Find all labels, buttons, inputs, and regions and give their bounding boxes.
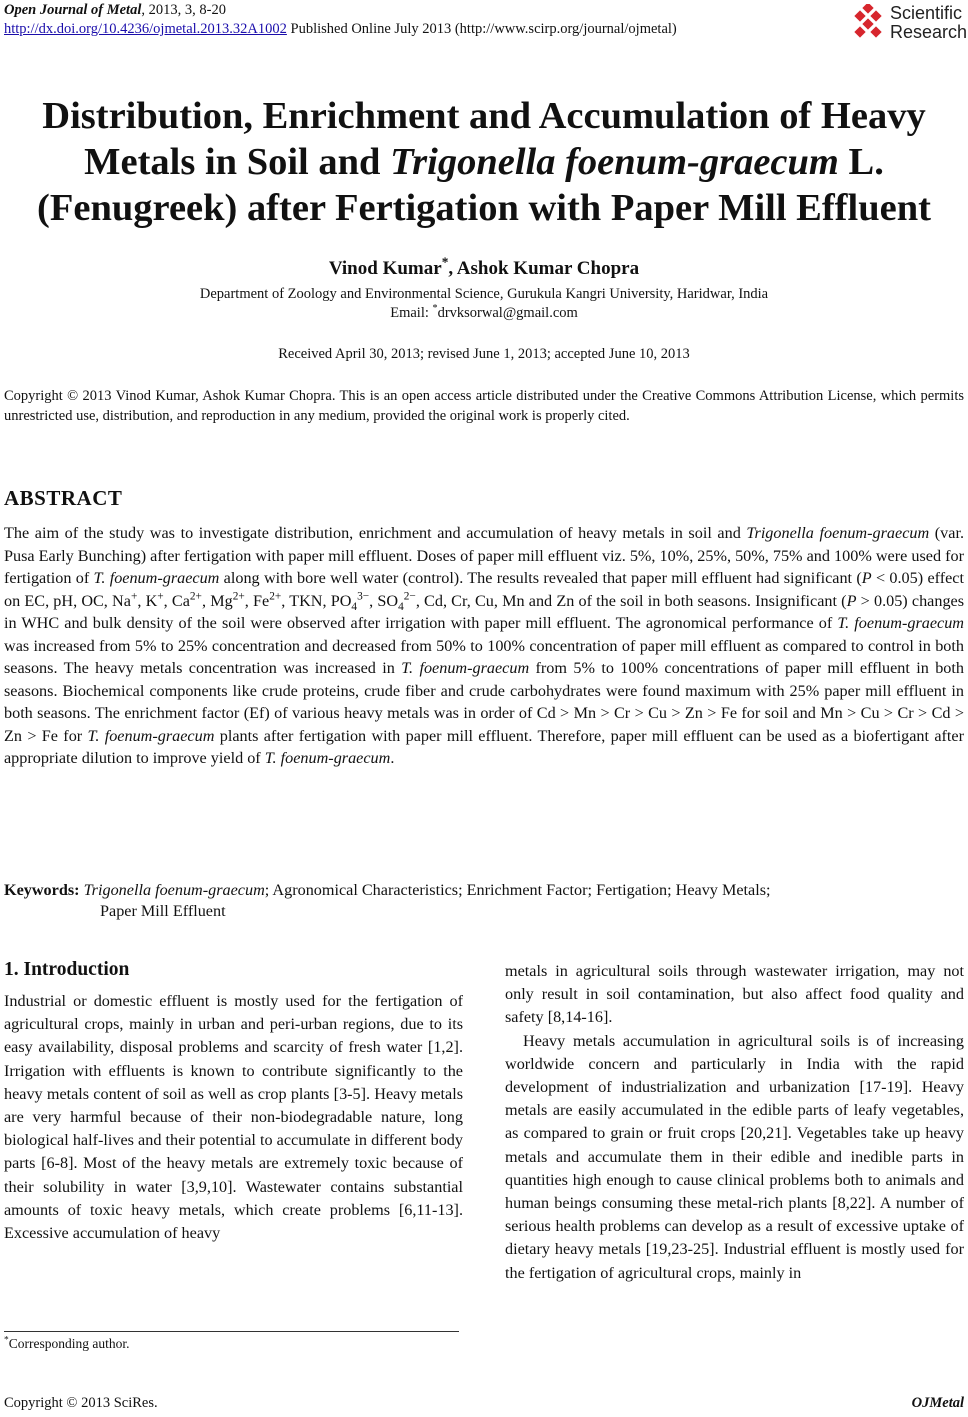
intro-paragraph-1-cont: metals in agricultural soils through wastewater irrigation, may not only result in soil contamination, but also affect food quality and safety [8,14-16]. [505,962,964,1027]
published-note: Published Online July 2013 (http://www.scirp.org/journal/ojmetal) [286,21,677,37]
logo-text-research: Research [890,22,968,42]
footnote-divider [4,1331,459,1332]
journal-name: Open Journal of Metal [4,2,142,18]
title-line-3: (Fenugreek) after Fertigation with Paper Mill Effluent [37,187,931,229]
logo-text-scientific: Scientific [890,3,963,23]
intro-paragraph-1: Industrial or domestic effluent is mostly used for the fertigation of agricultural crops, mainly in urban and peri-urban regions, due to its easy availability, disposal problems and scarcity of fresh water [1,2]. Irrigation with effluents is known to contribute significantly to the heavy metals content of soil as well as crop plants [3-5]. Heavy metals are very harmful because of their non-biodegradable nature, long biological half-lives and their potential to accumulate in different body parts [6-8]. Most of the heavy metals are extremely toxic because of their solubility in water [3,9,10]. Wastewater contains substantial amounts of toxic heavy metals, which create problems [6,11-13]. Excessive accumulation of heavy [4,992,463,1243]
email-address[interactable]: drvksorwal@gmail.com [437,305,578,321]
logo-diamond-icon [850,4,886,40]
intro-column-right [505,960,964,1285]
keywords-continued: Paper Mill Effluent [100,902,226,920]
affiliation: Department of Zoology and Environmental Science, Gurukula Kangri University, Haridwar, India [199,286,769,302]
keywords: Keywords: Trigonella foenum-graecum; Agronomical Characteristics; Enrichment Factor; Fertigation; Heavy Metals; [4,881,771,899]
footer-copyright: Copyright © 2013 SciRes. [4,1395,158,1411]
journal-volume: , 2013, 3, 8-20 [141,2,226,18]
abstract-heading: ABSTRACT [4,486,123,510]
intro-paragraph-2: Heavy metals accumulation in agricultural soils is of increasing worldwide concern and particularly in India with the rapid development of industrialization and urbanization [17-19]. Heavy metals are easily accumulated in the edible parts of leafy vegetables, as compared to grain or fruit crops [20,21]. Vegetables take up heavy metals and accumulate them in their edible and inedible parts in quantities high enough to cause clinical problems both to animals and human beings consuming these metal-rich plants [8,22]. A number of serious health problems can develop as a result of excessive uptake of dietary heavy metals [19,23-25]. Industrial effluent is mostly used for the fertigation of agricultural crops, mainly in [505,1031,964,1282]
footer-journal: OJMetal [911,1395,964,1411]
intro-column-left [4,990,463,1245]
doi-line [4,21,677,38]
section-heading-introduction: 1. Introduction [4,959,130,980]
footnote: *Corresponding author. [4,1335,130,1351]
paper-title [0,93,968,231]
doi-link[interactable]: http://dx.doi.org/10.4236/ojmetal.2013.32A1002 [4,21,287,37]
title-line-1: Distribution, Enrichment and Accumulation of Heavy [42,95,926,137]
email-line: Email: *drvksorwal@gmail.com [390,303,578,321]
publisher-logo [850,2,968,42]
title-line-2: Metals in Soil and Trigonella foenum-graecum L. [84,141,884,183]
abstract-body: The aim of the study was to investigate distribution, enrichment and accumulation of heavy metals in soil and Trigonella foenum-graecum (var. Pusa Early Bunching) after fertigation with paper mill effluent. Doses of paper mill effluent viz. 5%, 10%, 25%, 50%, 75% and 100% were used for fertigation of T. foenum-graecum along with bore well water (control). The results revealed that paper mill effluent had significant (P < 0.05) effect on EC, pH, OC, Na+, K+, $Ca^{2+}$, $Mg^{2+}$, $Fe^{2+}$, TKN, $PO_4^{3-}$, $SO_4^{2-}$, Cd, Cr, Cu, Mn and Zn of the soil in both seasons. Insignificant (P > 0.05) changes in WHC and bulk density of the soil were observed after irrigation with paper mill effluent. The agronomical performance of T. foenum-graecum was increased from 5% to 25% concentration and decreased from 50% to 100% concentration of paper mill effluent as compared to control in both seasons. The heavy metals concentration was increased in T. foenum-graecum from 5% to 100% concentrations of paper mill effluent in both seasons. Biochemical components like crude proteins, crude fiber and crude carbohydrates were found maximum with 25% paper mill effluent in both seasons. The enrichment factor (Ef) of various heavy metals was in order of Cd > Mn > Cr > Cu > Zn > Fe for soil and Mn > Cu > Cr > Cd > Zn > Fe for T. foenum-graecum plants after fertigation with paper mill effluent. Therefore, paper mill effluent can be used as a biofertigant after appropriate dilution to improve yield of T. foenum-graecum. [4,524,965,767]
received-dates: Received April 30, 2013; revised June 1, 2013; accepted June 10, 2013 [278,346,690,362]
journal-header [4,2,226,19]
copyright-notice: Copyright © 2013 Vinod Kumar, Ashok Kumar Chopra. This is an open access article distributed under the Creative Commons Attribution License, which permits unrestricted use, distribution, and reproduction in any medium, provided the original work is properly cited. [4,388,964,424]
authors: Vinod Kumar*, Ashok Kumar Chopra [328,254,640,279]
